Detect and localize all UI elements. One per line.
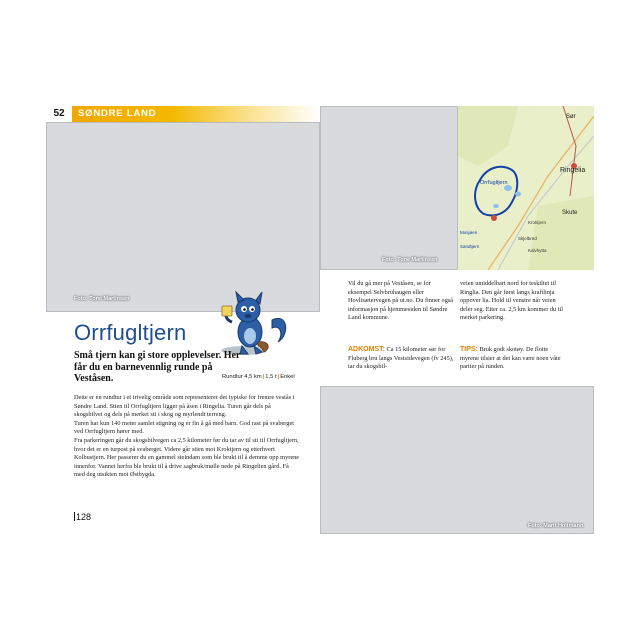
tips-label: TIPS: (460, 346, 478, 353)
body-paragraph: Dette er en rundtur i et trivelig område som representerer det typiske for fremre vestås i Søndre Land. Stien til Orrfugltjern ligger på åsen i Ringelia. Turen går dels på skogsbilvei og dels på merket sti i skog og myrlendt terreng. (74, 394, 295, 419)
page-number: 52 (46, 106, 72, 122)
body-text (74, 394, 300, 480)
main-photo (46, 122, 320, 312)
route-map (458, 106, 594, 270)
forest-photo (320, 386, 594, 534)
map-label: Skjelbred (518, 236, 537, 241)
berry-photo (320, 106, 458, 270)
route-difficulty: Enkel (280, 374, 295, 380)
route-info: Rundtur 4,5 km|1,5 t|Enkel (222, 374, 295, 380)
map-label: Ringelia (560, 167, 586, 174)
route-label: Rundtur (222, 374, 243, 380)
map-label: Skute (562, 210, 578, 216)
map-label: Sør (566, 114, 576, 120)
right-page (320, 106, 594, 534)
text-column-2: veien umiddelbart nord for teskiltet til Ringlia. Den går først langs kraftlinja oppover lia. Hold til venstre når veien deler seg. Etter ca. 2,5 km kommer du til merket parkering. (460, 280, 563, 322)
route-distance: 4,5 km (244, 374, 262, 380)
map-label: Orrfugltjern (480, 180, 508, 186)
photo-credit-forest: Foto: Marit Holtmann (528, 523, 584, 529)
tips-block (460, 346, 568, 372)
footer-page-number: 128 (76, 512, 92, 522)
adkomst-label: ADKOMST: (348, 346, 385, 353)
section-title: SØNDRE LAND (72, 106, 320, 122)
photo-credit-berries: Foto: Tone Martinsen (382, 257, 438, 263)
lead-text: Små tjern kan gi store opplevelser. Her får du en barnevennlig runde på Veståsen. (74, 350, 241, 384)
photo-credit-main: Foto: Tone Martinsen (74, 296, 130, 302)
book-spread (46, 106, 594, 534)
map-label: Sandtjern (460, 244, 480, 249)
page-title: Orrfugltjern (74, 320, 187, 345)
map-label: Kalvhytta (528, 248, 547, 253)
adkomst-block (348, 346, 454, 372)
map-label: Mosjøen (460, 230, 478, 235)
tips-text: Bruk godt skotøy. De flotte myrene tilsier at det kan være noen våte partier på runden. (460, 346, 561, 371)
map-label: Kroktjern (528, 220, 547, 225)
page-header (46, 106, 320, 122)
adkomst-text: Ca 15 kilometer sør for Fluberg bru langs Vestsidevegen (fv 245), tar du skogsbil- (348, 346, 454, 371)
left-page (46, 106, 320, 534)
text-column-1: Vil du gå mer på Veståsen, se for eksempel Selvbruhaugen eller Hovlisætervegen på ut.no. Du finner også informasjon på hjemmesiden til Søndre Land kommune. (348, 280, 454, 322)
body-paragraph: Fra parkeringen går du skogsbilvegen ca 2,5 kilometer før du tar av til sti til Orrfugltjern, hvor det er en turpost på svaberget. Videre går stien mot Kroktjern og etterhvert Kolbustjern. Her passerer du en gammel steindam som ble brukt til å demme opp myrene innenfor. Vannet herfra ble brukt til å drive sagbruk/mølle nede på Ringelien gård. Få med deg utsikten mot Østbygda. (74, 436, 300, 479)
body-paragraph: Turen har kun 140 meter samlet stigning og er fin å gå med barn. God rast på svaberget ved Orrfugltjern hører med. (74, 419, 294, 436)
route-time: 1,5 t (265, 374, 277, 380)
